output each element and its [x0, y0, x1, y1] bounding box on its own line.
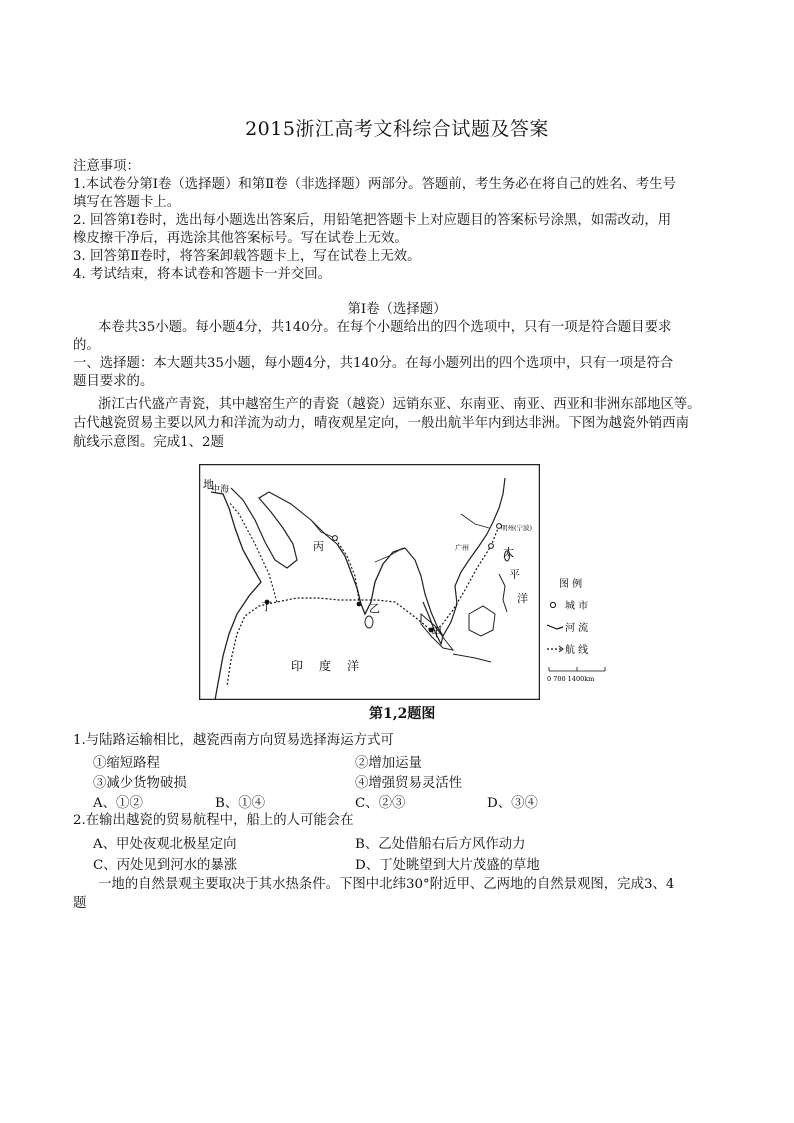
- q1-option-a: A、①②: [93, 796, 143, 811]
- label-di: 地: [203, 478, 214, 491]
- label-zhonghai: 中海: [211, 485, 230, 495]
- label-yi: 乙: [369, 602, 380, 615]
- legend-city: 城 市: [565, 601, 589, 612]
- label-yang2: 洋: [347, 659, 360, 673]
- q1-option-d: D、③④: [487, 796, 538, 811]
- passage-line-a: 浙江古代盛产青瓷，其中越窑生产的青瓷（越瓷）远销东亚、东南亚、南亚、西亚和非洲东部地区等。: [98, 397, 701, 412]
- q1-option-b: B、①④: [215, 796, 266, 811]
- q2-option-a: A、甲处夜观北极星定向: [93, 837, 237, 852]
- section-heading: 第Ⅰ卷（选择题）: [347, 302, 447, 317]
- passage-line-c: 航线示意图。完成1、2题: [73, 435, 224, 450]
- label-jia: 甲: [431, 626, 442, 639]
- legend-title: 图 例: [559, 579, 583, 590]
- q2-stem: 2.在输出越瓷的贸易航程中，船上的人可能会在: [73, 813, 354, 828]
- notes-line-2b: 橡皮擦干净后，再选涂其他答案标号。写在试卷上无效。: [73, 231, 408, 246]
- label-ding: 丁: [261, 600, 272, 613]
- q2-option-b: B、乙处借船右后方风作动力: [355, 837, 526, 852]
- page-title: 2015浙江高考文科综合试题及答案: [245, 118, 549, 140]
- label-bing: 丙: [313, 540, 324, 553]
- label-du: 度: [319, 659, 332, 673]
- scale-bar: [549, 667, 605, 671]
- part-intro-b: 题目要求的。: [73, 374, 154, 389]
- notes-line-4: 4. 考试结束，将本试卷和答题卡一并交回。: [73, 267, 332, 282]
- label-yang: 洋: [517, 592, 528, 605]
- notes-heading: 注意事项：: [73, 159, 140, 174]
- q1-option-c: C、②③: [355, 796, 406, 811]
- notes-line-1b: 填写在答题卡上。: [73, 195, 181, 210]
- city-icon: [550, 602, 555, 607]
- label-yin: 印: [291, 659, 304, 673]
- q1-item-2: ②增加运量: [355, 756, 422, 771]
- notes-line-1a: 1.本试卷分第Ⅰ卷（选择题）和第Ⅱ卷（非选择题）两部分。答题前，考生务必在将自己的姓名、考生号: [73, 177, 676, 192]
- label-ping: 平: [509, 568, 520, 581]
- part-intro-a: 一、选择题：本大题共35小题，每小题4分，共140分。在每小题列出的四个选项中，只有一项是符合: [73, 356, 674, 371]
- passage-2-line-a: 一地的自然景观主要取决于其水热条件。下图中北纬30°附近甲、乙两地的自然景观图，完成3、4: [98, 877, 675, 892]
- river-icon: [547, 625, 563, 629]
- trade-route-map: [199, 464, 540, 700]
- q1-stem: 1.与陆路运输相比，越瓷西南方向贸易选择海运方式可: [73, 733, 394, 748]
- q2-option-c: C、丙处见到河水的暴涨: [93, 858, 238, 873]
- section-intro-a: 本卷共35小题。每小题4分，共140分。在每个小题给出的四个选项中，只有一项是符合题目要求: [98, 320, 672, 335]
- q1-item-1: ①缩短路程: [93, 756, 160, 771]
- figure-caption: 第1,2题图: [369, 706, 436, 722]
- legend-river: 河 流: [565, 623, 589, 634]
- passage-2-line-b: 题: [73, 896, 87, 911]
- q1-item-3: ③减少货物破损: [93, 776, 187, 791]
- label-mingzhou: 明州(宁波): [501, 524, 533, 532]
- notes-line-2a: 2. 回答第Ⅰ卷时，选出每小题选出答案后，用铅笔把答题卡上对应题目的答案标号涂黑，如需改动，用: [73, 213, 672, 228]
- q1-item-4: ④增强贸易灵活性: [355, 776, 463, 791]
- legend-scale: 0 700 1400km: [547, 675, 595, 683]
- notes-line-3: 3. 回答第Ⅱ卷时，将答案卸载答题卡上，写在试卷上无效。: [73, 249, 421, 264]
- map-legend: [545, 575, 625, 685]
- legend-route: 航 线: [565, 645, 589, 656]
- label-tai: 太: [503, 546, 514, 559]
- q2-option-d: D、丁处眺望到大片茂盛的草地: [355, 858, 540, 873]
- passage-line-b: 古代越瓷贸易主要以风力和洋流为动力，晴夜观星定向，一般出航半年内到达非洲。下图为越瓷外销西南: [73, 416, 689, 431]
- section-intro-b: 的。: [73, 338, 100, 353]
- label-guangzhou: 广州: [455, 544, 469, 552]
